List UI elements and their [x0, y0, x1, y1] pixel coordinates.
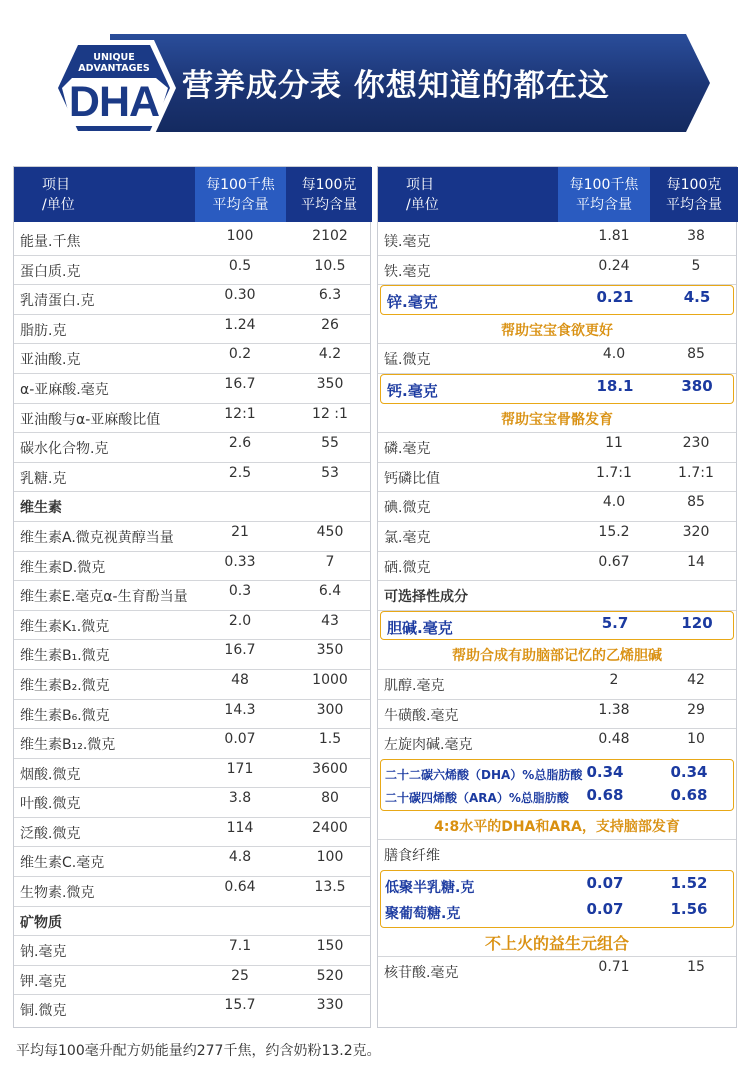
value-per100g: 5 — [691, 257, 701, 274]
table-row — [378, 463, 736, 493]
section-header — [14, 492, 370, 522]
value-per100g: 42 — [687, 671, 705, 688]
section-title: 膳食纤维 — [384, 848, 440, 865]
header-per100g-label: 每100克 — [301, 177, 357, 193]
header-banner — [40, 34, 710, 132]
table-row — [381, 899, 733, 925]
header-item-label: 项目 — [42, 177, 70, 193]
value-per100g: 2102 — [312, 228, 348, 244]
value-per100kj: 4.8 — [228, 849, 252, 866]
nutrient-name: 烟酸.微克 — [20, 766, 81, 783]
value-per100g: 13.5 — [314, 879, 346, 896]
header-item — [14, 167, 195, 222]
value-per100kj: 3.8 — [228, 790, 252, 807]
value-per100kj: 12:1 — [224, 405, 256, 422]
nutrient-name: 维生素D.微克 — [20, 559, 106, 576]
nutrient-name: 叶酸.微克 — [20, 796, 81, 813]
value-per100kj: 171 — [226, 760, 254, 777]
highlight-row-calcium — [380, 374, 734, 404]
value-per100g: 2400 — [312, 819, 348, 836]
header-per100kj — [195, 167, 286, 222]
value-per100g: 3600 — [312, 760, 348, 777]
value-per100g: 85 — [687, 494, 705, 511]
nutrient-name: 氯.毫克 — [384, 529, 431, 546]
header-per100kj-label: 每100千焦 — [206, 177, 275, 193]
value-per100g: 12 :1 — [312, 405, 348, 422]
nutrient-name: 胆碱.毫克 — [387, 618, 453, 637]
value-per100g: 80 — [321, 790, 339, 807]
value-per100g: 150 — [316, 938, 344, 955]
value-per100g: 38 — [687, 228, 705, 244]
benefit-note-text: 帮助合成有助脑部记忆的乙烯胆碱 — [452, 648, 662, 665]
value-per100kj: 2.5 — [228, 464, 252, 481]
value-per100g: 450 — [316, 523, 344, 540]
benefit-note — [378, 404, 736, 434]
value-per100kj: 0.07 — [586, 899, 624, 918]
nutrient-name: 铁.毫克 — [384, 263, 431, 280]
nutrient-name: 碘.微克 — [384, 500, 431, 517]
header-avg-label: 平均含量 — [301, 197, 357, 213]
badge-unique: UNIQUE — [93, 52, 135, 63]
value-per100g: 230 — [682, 435, 710, 452]
table-row — [14, 966, 370, 996]
table-row — [14, 936, 370, 966]
table-row — [14, 285, 370, 315]
value-per100kj: 15.2 — [598, 523, 630, 540]
benefit-note — [378, 811, 736, 841]
table-row — [14, 700, 370, 730]
value-per100g: 26 — [321, 316, 339, 333]
value-per100kj: 0.71 — [598, 959, 630, 976]
value-per100kj: 16.7 — [224, 375, 256, 392]
header-item-label: 项目 — [406, 177, 434, 193]
nutrient-name: 维生素K₁.微克 — [20, 618, 110, 635]
table-row — [14, 640, 370, 670]
nutrient-name: 维生素E.毫克α-生育酚当量 — [20, 589, 188, 606]
table-row — [378, 729, 736, 759]
value-per100kj: 0.48 — [598, 731, 630, 748]
value-per100kj: 0.07 — [586, 873, 624, 892]
value-per100kj: 1.7:1 — [596, 464, 632, 481]
nutrient-name: 维生素B₆.微克 — [20, 707, 110, 724]
table-row — [14, 552, 370, 582]
value-per100g: 4.2 — [318, 346, 342, 363]
value-per100g: 0.34 — [670, 762, 708, 781]
nutrient-name: 锰.微克 — [384, 352, 431, 369]
value-per100g: 120 — [681, 613, 713, 632]
banner-title: 营养成分表 你想知道的都在这 — [182, 68, 610, 104]
nutrient-name: 牛磺酸.毫克 — [384, 707, 459, 724]
value-per100kj: 18.1 — [596, 376, 634, 395]
nutrient-name: 生物素.微克 — [20, 885, 95, 902]
nutrient-name: 聚葡萄糖.克 — [385, 905, 461, 922]
benefit-note — [378, 928, 736, 958]
nutrient-name: 维生素B₁.微克 — [20, 648, 110, 665]
header-avg-label: 平均含量 — [576, 197, 632, 213]
benefit-note-text: 4:8水平的DHA和ARA，支持脑部发育 — [434, 818, 680, 835]
value-per100kj: 114 — [226, 819, 254, 836]
value-per100g: 0.68 — [670, 785, 708, 804]
table-row — [14, 670, 370, 700]
right-table-header — [378, 167, 736, 222]
value-per100g: 320 — [682, 523, 710, 540]
footer-note: 平均每100毫升配方奶能量约277千焦，约含奶粉13.2克。 — [16, 1043, 381, 1059]
nutrient-name: 维生素A.微克视黄醇当量 — [20, 529, 174, 546]
table-row — [14, 581, 370, 611]
nutrient-name: 维生素B₂.微克 — [20, 677, 110, 694]
table-row — [378, 700, 736, 730]
table-row — [14, 463, 370, 493]
table-row — [378, 522, 736, 552]
badge-advantages: ADVANTAGES — [78, 63, 150, 74]
value-per100g: 55 — [321, 435, 339, 452]
nutrient-name: 硒.微克 — [384, 559, 431, 576]
nutrient-name: 钠.毫克 — [20, 944, 67, 961]
nutrient-name: 二十二碳六烯酸（DHA）%总脂肪酸 — [385, 767, 583, 782]
value-per100kj: 16.7 — [224, 642, 256, 659]
value-per100kj: 7.1 — [228, 938, 252, 955]
table-row — [14, 256, 370, 286]
benefit-note-text: 不上火的益生元组合 — [484, 933, 629, 953]
table-row — [14, 729, 370, 759]
table-row — [14, 404, 370, 434]
table-row — [381, 762, 733, 785]
value-per100g: 15 — [687, 959, 705, 976]
nutrient-name: 钾.毫克 — [20, 973, 67, 990]
value-per100g: 43 — [321, 612, 339, 629]
header-item — [378, 167, 558, 222]
value-per100kj: 48 — [231, 671, 249, 688]
section-header — [14, 907, 370, 937]
nutrient-name: 亚油酸.克 — [20, 352, 81, 369]
value-per100g: 520 — [316, 967, 344, 984]
value-per100kj: 0.33 — [224, 553, 256, 570]
value-per100kj: 1.38 — [598, 701, 630, 718]
value-per100g: 100 — [316, 849, 344, 866]
nutrient-name: 低聚半乳糖.克 — [385, 879, 475, 896]
highlight-group-dha-ara — [380, 759, 734, 811]
benefit-note — [378, 315, 736, 345]
value-per100g: 7 — [325, 553, 335, 570]
section-header-fiber — [378, 840, 736, 870]
section-title: 维生素 — [20, 500, 62, 517]
table-row — [14, 611, 370, 641]
value-per100g: 4.5 — [683, 288, 711, 307]
value-per100kj: 0.07 — [224, 731, 256, 748]
section-title: 可选择性成分 — [384, 589, 468, 606]
nutrient-name: 磷.毫克 — [384, 441, 431, 458]
nutrient-name: 乳清蛋白.克 — [20, 293, 95, 310]
value-per100g: 6.4 — [318, 583, 342, 600]
value-per100kj: 0.5 — [228, 257, 252, 274]
nutrient-name: α-亚麻酸.毫克 — [20, 381, 109, 398]
nutrient-name: 乳糖.克 — [20, 470, 67, 487]
right-nutrition-table — [377, 166, 737, 1028]
value-per100kj: 5.7 — [601, 613, 629, 632]
value-per100g: 85 — [687, 346, 705, 363]
nutrient-name: 钙磷比值 — [384, 470, 440, 487]
value-per100g: 6.3 — [318, 287, 342, 304]
value-per100g: 1.5 — [318, 731, 342, 748]
value-per100kj: 0.68 — [586, 785, 624, 804]
table-row — [14, 759, 370, 789]
value-per100kj: 0.30 — [224, 287, 256, 304]
table-row — [14, 788, 370, 818]
value-per100g: 300 — [316, 701, 344, 718]
table-row — [14, 847, 370, 877]
value-per100g: 53 — [321, 464, 339, 481]
nutrient-name: 蛋白质.克 — [20, 263, 81, 280]
value-per100kj: 1.81 — [598, 228, 630, 244]
header-avg-label: 平均含量 — [666, 197, 722, 213]
value-per100kj: 0.67 — [598, 553, 630, 570]
left-nutrition-table — [13, 166, 371, 1028]
value-per100kj: 100 — [226, 228, 254, 244]
table-row — [14, 877, 370, 907]
value-per100kj: 15.7 — [224, 997, 256, 1014]
benefit-note-text: 帮助宝宝骨骼发育 — [501, 411, 613, 428]
nutrient-name: 维生素B₁₂.微克 — [20, 737, 116, 754]
benefit-note-text: 帮助宝宝食欲更好 — [501, 322, 613, 339]
header-per100g-label: 每100克 — [666, 177, 722, 193]
table-row — [378, 957, 736, 987]
table-row — [378, 433, 736, 463]
value-per100kj: 0.3 — [228, 583, 252, 600]
value-per100kj: 0.64 — [224, 879, 256, 896]
value-per100g: 1.56 — [670, 899, 708, 918]
section-title: 矿物质 — [20, 914, 62, 931]
value-per100g: 380 — [681, 376, 713, 395]
value-per100kj: 0.21 — [596, 288, 634, 307]
value-per100g: 1.7:1 — [678, 464, 714, 481]
value-per100kj: 1.24 — [224, 316, 256, 333]
nutrient-name: 碳水化合物.克 — [20, 441, 109, 458]
nutrient-name: 二十碳四烯酸（ARA）%总脂肪酸 — [385, 790, 569, 805]
table-row — [14, 433, 370, 463]
value-per100kj: 11 — [605, 435, 623, 452]
right-table-body — [378, 226, 736, 987]
nutrient-name: 能量.千焦 — [20, 234, 81, 250]
nutrient-name: 核苷酸.毫克 — [384, 965, 459, 982]
nutrient-name: 维生素C.毫克 — [20, 855, 105, 872]
value-per100kj: 0.24 — [598, 257, 630, 274]
section-header-optional — [378, 581, 736, 611]
table-row — [14, 818, 370, 848]
value-per100g: 10.5 — [314, 257, 346, 274]
table-row — [14, 226, 370, 256]
badge-dha-text: DHA — [68, 78, 160, 126]
table-row — [14, 315, 370, 345]
dha-badge — [50, 38, 178, 148]
header-per100g — [286, 167, 372, 222]
value-per100g: 14 — [687, 553, 705, 570]
value-per100kj: 4.0 — [602, 494, 626, 511]
value-per100kj: 25 — [231, 967, 249, 984]
nutrient-name: 铜.微克 — [20, 1003, 67, 1020]
table-row — [378, 670, 736, 700]
nutrient-name: 钙.毫克 — [387, 381, 438, 400]
header-per100kj — [558, 167, 650, 222]
highlight-row-zinc — [380, 285, 734, 315]
table-row — [378, 492, 736, 522]
header-per100g — [650, 167, 738, 222]
header-unit-label: /单位 — [42, 197, 75, 213]
value-per100g: 1000 — [312, 671, 348, 688]
highlight-group-fiber — [380, 870, 734, 928]
nutrient-name: 锌.毫克 — [387, 293, 438, 312]
value-per100kj: 14.3 — [224, 701, 256, 718]
table-row — [381, 785, 733, 808]
table-row — [381, 873, 733, 899]
value-per100kj: 21 — [231, 523, 249, 540]
value-per100g: 29 — [687, 701, 705, 718]
nutrient-name: 亚油酸与α-亚麻酸比值 — [20, 411, 161, 428]
header-unit-label: /单位 — [406, 197, 439, 213]
left-table-body — [14, 226, 370, 1025]
table-row — [14, 995, 370, 1025]
table-row — [378, 552, 736, 582]
value-per100g: 350 — [316, 642, 344, 659]
table-row — [14, 374, 370, 404]
nutrient-name: 左旋肉碱.毫克 — [384, 737, 473, 754]
nutrient-name: 肌醇.毫克 — [384, 677, 445, 694]
table-row — [378, 226, 736, 256]
table-row — [14, 344, 370, 374]
benefit-note — [378, 640, 736, 670]
value-per100kj: 2 — [609, 671, 619, 688]
value-per100g: 350 — [316, 375, 344, 392]
value-per100kj: 4.0 — [602, 346, 626, 363]
header-avg-label: 平均含量 — [212, 197, 269, 213]
nutrient-name: 脂肪.克 — [20, 322, 67, 339]
table-row — [378, 256, 736, 286]
nutrient-name: 泛酸.微克 — [20, 825, 81, 842]
value-per100kj: 2.6 — [228, 435, 252, 452]
value-per100g: 1.52 — [670, 873, 708, 892]
highlight-row-choline — [380, 611, 734, 641]
table-row — [378, 344, 736, 374]
left-table-header — [14, 167, 370, 222]
value-per100g: 330 — [316, 997, 344, 1014]
value-per100kj: 0.34 — [586, 762, 624, 781]
nutrient-name: 镁.毫克 — [384, 234, 431, 250]
header-per100kj-label: 每100千焦 — [569, 177, 639, 193]
value-per100kj: 0.2 — [228, 346, 252, 363]
value-per100g: 10 — [687, 731, 705, 748]
value-per100kj: 2.0 — [228, 612, 252, 629]
table-row — [14, 522, 370, 552]
